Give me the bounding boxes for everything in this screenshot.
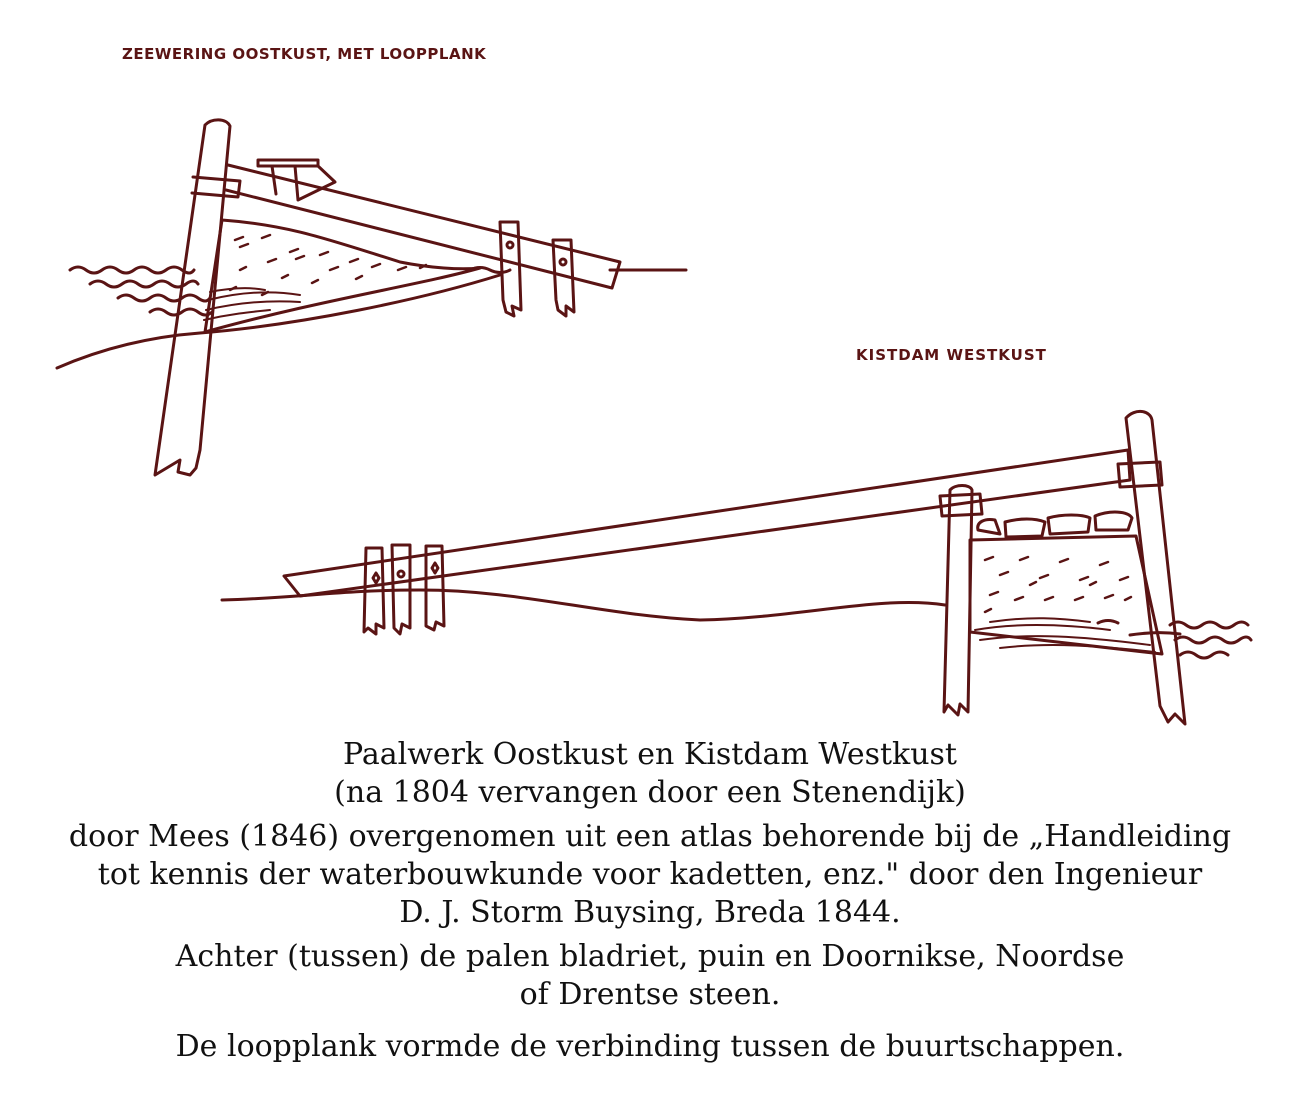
caption-note: De loopplank vormde de verbinding tussen de buurtschappen. [175,1029,1125,1064]
east-coast-label: ZEEWERING OOSTKUST, MET LOOPPLANK [122,45,487,63]
caption-source-line-1: door Mees (1846) overgenomen uit een atlas behorende bij de „Handleiding [68,819,1232,854]
west-top-stones [978,512,1132,537]
caption-source-line-2: tot kennis der waterbouwkunde voor kadetten, enz." door den Ingenieur [97,857,1203,892]
west-box-post-left [944,486,972,716]
west-coast-box-dam [222,411,1251,724]
west-main-pole [1126,411,1185,724]
caption-source-line-3: D. J. Storm Buysing, Breda 1844. [399,895,901,930]
east-reed-hatching [204,288,300,320]
east-fill-mass [205,220,480,332]
east-walking-plank [226,165,620,288]
caption [40,736,1260,1066]
caption-title: Paalwerk Oostkust en Kistdam Westkust [343,737,957,772]
east-ground-line [57,275,500,368]
east-plank-support [258,160,335,200]
west-rubble-marks [985,557,1131,612]
east-coast-sea-defence [57,120,686,475]
caption-materials-line-2: of Drentse steen. [519,977,781,1012]
caption-materials-line-1: Achter (tussen) de palen bladriet, puin en Doornikse, Noordse [175,939,1125,974]
caption-subtitle: (na 1804 vervangen door een Stenendijk) [334,775,966,810]
west-coast-label: KISTDAM WESTKUST [856,346,1047,364]
west-ground-line [222,590,945,620]
